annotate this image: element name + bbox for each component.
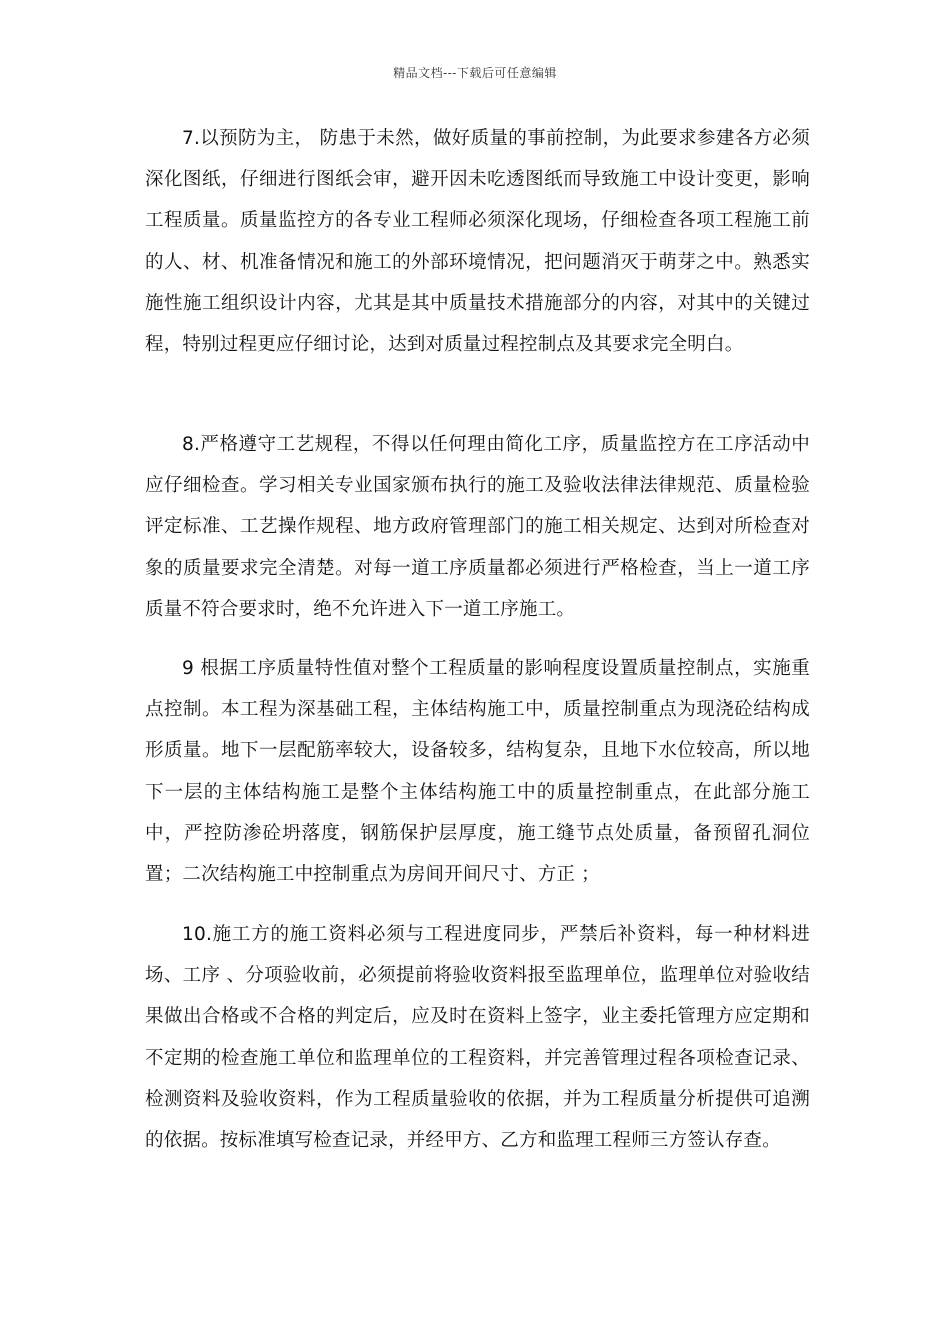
paragraph-8: 8.严格遵守工艺规程，不得以任何理由简化工序，质量监控方在工序活动中应仔细检查。学习相关专业国家颁布执行的施工及验收法律法律规范、质量检验评定标准、工艺操作规程、地方政府管理部门的施工相关规定、达到对所检查对象的质量要求完全清楚。对每一道工序质量都必须进行严格检查，当上一道工序质量不符合要求时，绝不允许进入下一道工序施工。 xyxy=(145,434,810,620)
paragraph-7: 7.以预防为主， 防患于未然，做好质量的事前控制，为此要求参建各方必须深化图纸，仔细进行图纸会审，避开因未吃透图纸而导致施工中设计变更，影响工程质量。质量监控方的各专业工程师必须深化现场，仔细检查各项工程施工前的人、材、机准备情况和施工的外部环境情况，把问题消灭于萌芽之中。熟悉实施性施工组织设计内容，尤其是其中质量技术措施部分的内容，对其中的关键过程，特别过程更应仔细讨论，达到对质量过程控制点及其要求完全明白。 xyxy=(145,128,810,356)
page-header: 精品文档---下载后可任意编辑 xyxy=(393,66,557,80)
paragraph-10: 10.施工方的施工资料必须与工程进度同步，严禁后补资料，每一种材料进场、工序 、分项验收前，必须提前将验收资料报至监理单位，监理单位对验收结果做出合格或不合格的判定后，应及时在资料上签字，业主委托管理方应定期和不定期的检查施工单位和监理单位的工程资料，并完善管理过程各项检查记录、检测资料及验收资料，作为工程质量验收的依据，并为工程质量分析提供可追溯的依据。按标准填写检查记录，并经甲方、乙方和监理工程师三方签认存查。 xyxy=(145,924,810,1152)
paragraph-9: 9 根据工序质量特性值对整个工程质量的影响程度设置质量控制点，实施重点控制。本工程为深基础工程，主体结构施工中，质量控制重点为现浇砼结构成形质量。地下一层配筋率较大，设备较多，结构复杂，且地下水位较高，所以地下一层的主体结构施工是整个主体结构施工中的质量控制重点，在此部分施工中，严控防渗砼坍落度，钢筋保护层厚度，施工缝节点处质量，备预留孔洞位置；二次结构施工中控制重点为房间开间尺寸、方正 ； xyxy=(145,658,810,886)
